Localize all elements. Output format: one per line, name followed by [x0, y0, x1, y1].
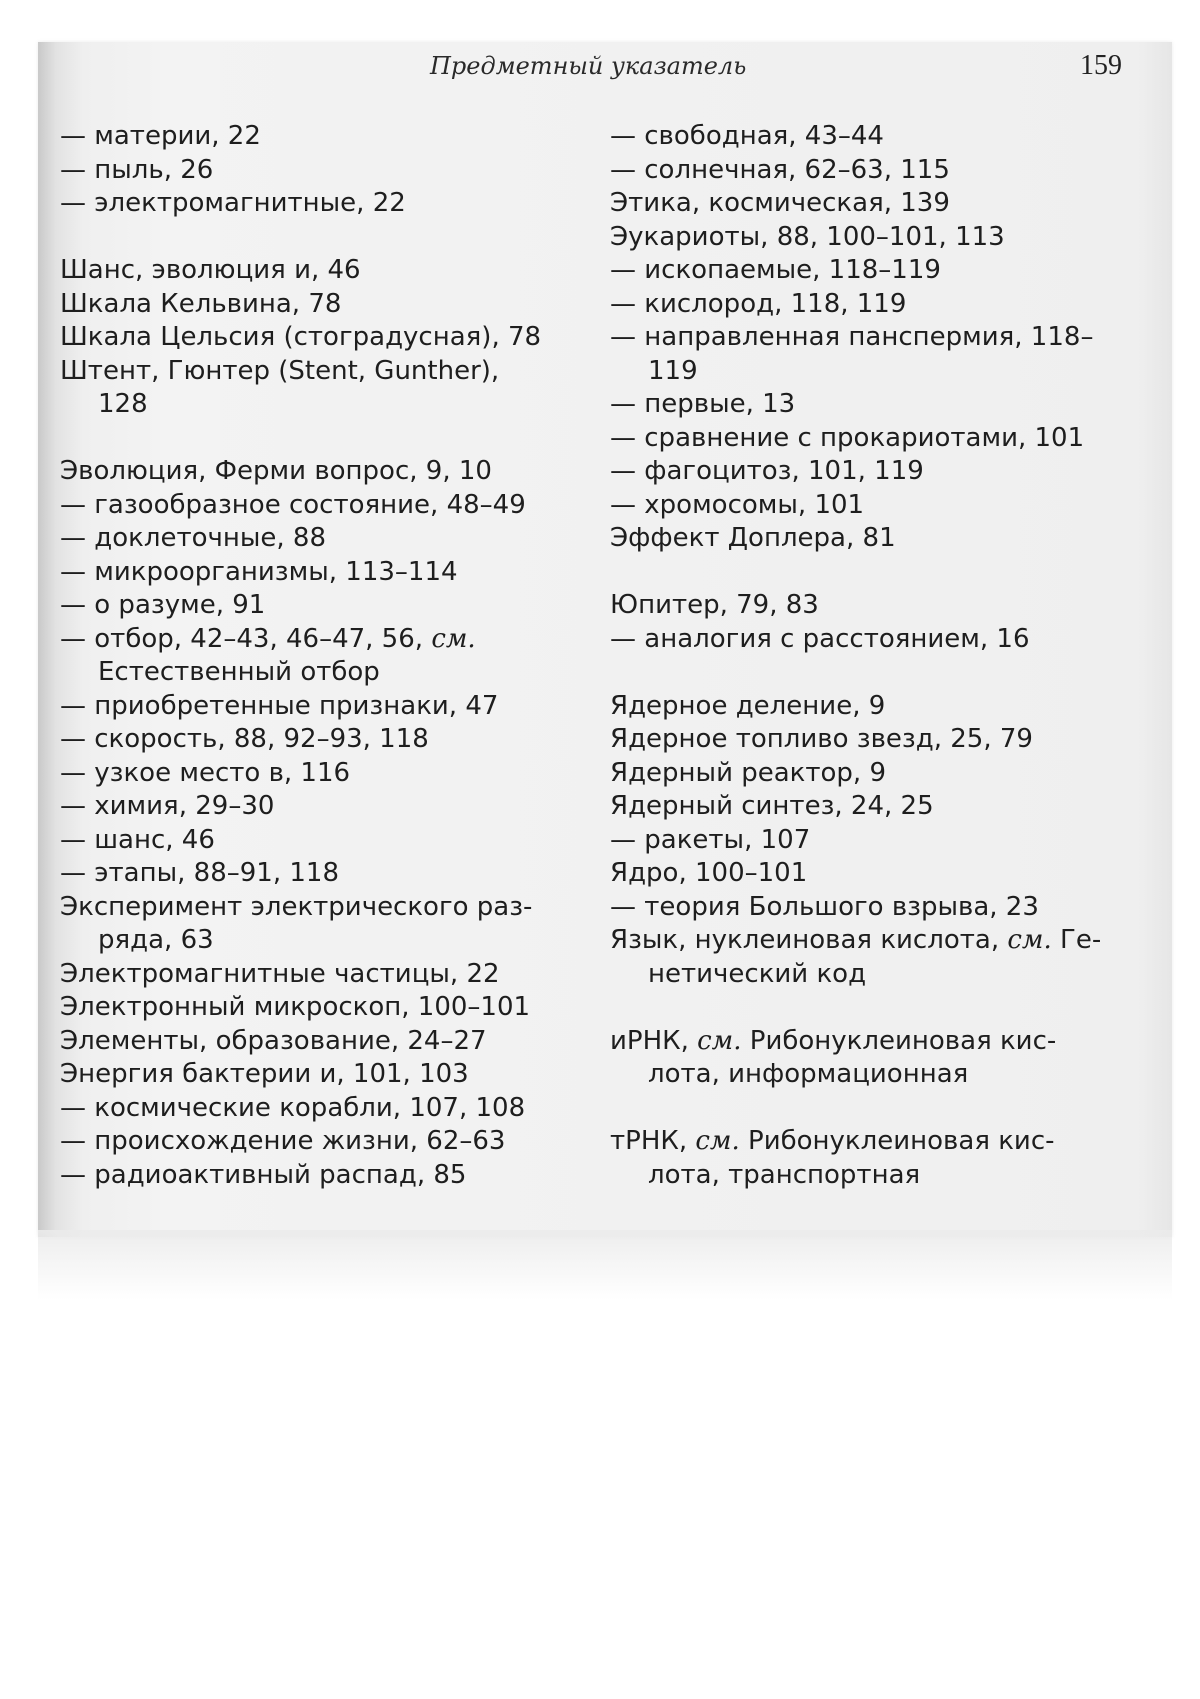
index-column-left	[60, 120, 590, 1192]
index-column-right	[610, 120, 1130, 1192]
page-number: 159	[1080, 50, 1122, 81]
index-entry: Шкала Кельвина, 78	[60, 288, 342, 319]
index-entry: — газообразное состояние, 48–49	[60, 489, 526, 520]
index-entry: — первые, 13	[610, 389, 796, 419]
index-entry-continuation: лота, транспортная	[648, 1159, 921, 1190]
index-entry: — сравнение с прокариотами, 101	[610, 422, 1085, 453]
see-reference: см.	[1007, 925, 1052, 955]
index-entry: Эксперимент электрического раз-	[60, 891, 533, 922]
index-entry: — аналогия с расстоянием, 16	[610, 623, 1030, 654]
index-entry: Эукариоты, 88, 100–101, 113	[610, 221, 1005, 252]
index-entry: — теория Большого взрыва, 23	[610, 891, 1039, 922]
index-entry: Энергия бактерии и, 101, 103	[60, 1059, 469, 1089]
index-entry-text: Рибонуклеиновая кис-	[749, 1025, 1057, 1056]
index-entry-text: иРНК,	[610, 1025, 689, 1056]
index-entry-continuation: ряда, 63	[98, 925, 214, 955]
index-entry: — электромагнитные, 22	[60, 188, 406, 218]
index-entry: — хромосомы, 101	[610, 489, 865, 520]
blank-line	[610, 556, 1130, 590]
index-entry-continuation: 128	[98, 389, 148, 419]
index-entry: — химия, 29–30	[60, 791, 275, 821]
index-entry: — шанс, 46	[60, 824, 215, 855]
index-entry: Ядерное деление, 9	[610, 690, 886, 721]
running-head	[0, 52, 1200, 92]
index-entry: — скорость, 88, 92–93, 118	[60, 724, 429, 754]
index-entry: — этапы, 88–91, 118	[60, 858, 339, 888]
blank-line	[610, 1092, 1130, 1126]
index-entry: — приобретенные признаки, 47	[60, 690, 499, 721]
index-entry: Электромагнитные частицы, 22	[60, 958, 500, 989]
index-entry	[60, 623, 590, 657]
index-entry-text: Язык, нуклеиновая кислота,	[610, 925, 1000, 955]
index-entry: — радиоактивный распад, 85	[60, 1159, 467, 1190]
index-entry: Элементы, образование, 24–27	[60, 1025, 487, 1056]
index-entry: — пыль, 26	[60, 154, 214, 185]
index-entry-text: Ге-	[1060, 925, 1102, 955]
page-shadow	[38, 1230, 1172, 1300]
index-entry: — узкое место в, 116	[60, 757, 351, 788]
index-entry: — кислород, 118, 119	[610, 288, 907, 319]
index-entry-text: — отбор, 42–43, 46–47, 56,	[60, 623, 424, 654]
blank-line	[60, 221, 590, 255]
blank-line	[610, 991, 1130, 1025]
index-entry: Электронный микроскоп, 100–101	[60, 992, 531, 1022]
index-entry: Ядерный реактор, 9	[610, 757, 886, 788]
index-entry-continuation: нетический код	[648, 958, 867, 989]
see-reference: см.	[697, 1025, 742, 1056]
index-entry: — ископаемые, 118–119	[610, 255, 941, 285]
index-entry	[610, 924, 1130, 958]
index-entry: Этика, космическая, 139	[610, 188, 950, 218]
index-entry: — доклеточные, 88	[60, 523, 327, 553]
index-entry: Эволюция, Ферми вопрос, 9, 10	[60, 456, 492, 486]
see-reference: см.	[431, 623, 476, 654]
index-entry: — происхождение жизни, 62–63	[60, 1126, 506, 1156]
index-entry: — материи, 22	[60, 121, 261, 151]
index-entry: — микроорганизмы, 113–114	[60, 556, 458, 587]
index-entry: Шанс, эволюция и, 46	[60, 255, 361, 285]
index-entry-text: Рибонуклеиновая кис-	[748, 1126, 1055, 1156]
running-head-title: Предметный указатель	[430, 52, 747, 80]
index-entry	[610, 1125, 1130, 1159]
index-entry: — космические корабли, 107, 108	[60, 1092, 526, 1123]
index-entry: — ракеты, 107	[610, 824, 811, 855]
blank-line	[610, 656, 1130, 690]
index-entry: — направленная панспермия, 118–	[610, 322, 1094, 352]
index-entry	[610, 1025, 1130, 1059]
blank-line	[60, 422, 590, 456]
index-entry: — фагоцитоз, 101, 119	[610, 456, 924, 486]
index-entry: Юпитер, 79, 83	[610, 590, 819, 620]
index-entry: Ядро, 100–101	[610, 858, 808, 888]
index-entry: Штент, Гюнтер (Stent, Gunther),	[60, 355, 500, 386]
index-entry-text: тРНК,	[610, 1126, 688, 1156]
index-entry: Шкала Цельсия (стоградусная), 78	[60, 322, 542, 352]
index-entry: — солнечная, 62–63, 115	[610, 154, 950, 185]
index-entry-continuation: Естественный отбор	[98, 657, 380, 687]
see-reference: см.	[695, 1126, 740, 1156]
index-entry: Эффект Доплера, 81	[610, 523, 896, 553]
index-entry: Ядерный синтез, 24, 25	[610, 791, 934, 821]
index-entry: — о разуме, 91	[60, 590, 266, 620]
index-entry: Ядерное топливо звезд, 25, 79	[610, 724, 1033, 754]
index-entry-continuation: лота, информационная	[648, 1059, 969, 1089]
index-entry: — свободная, 43–44	[610, 121, 884, 151]
index-entry-continuation: 119	[648, 355, 698, 386]
